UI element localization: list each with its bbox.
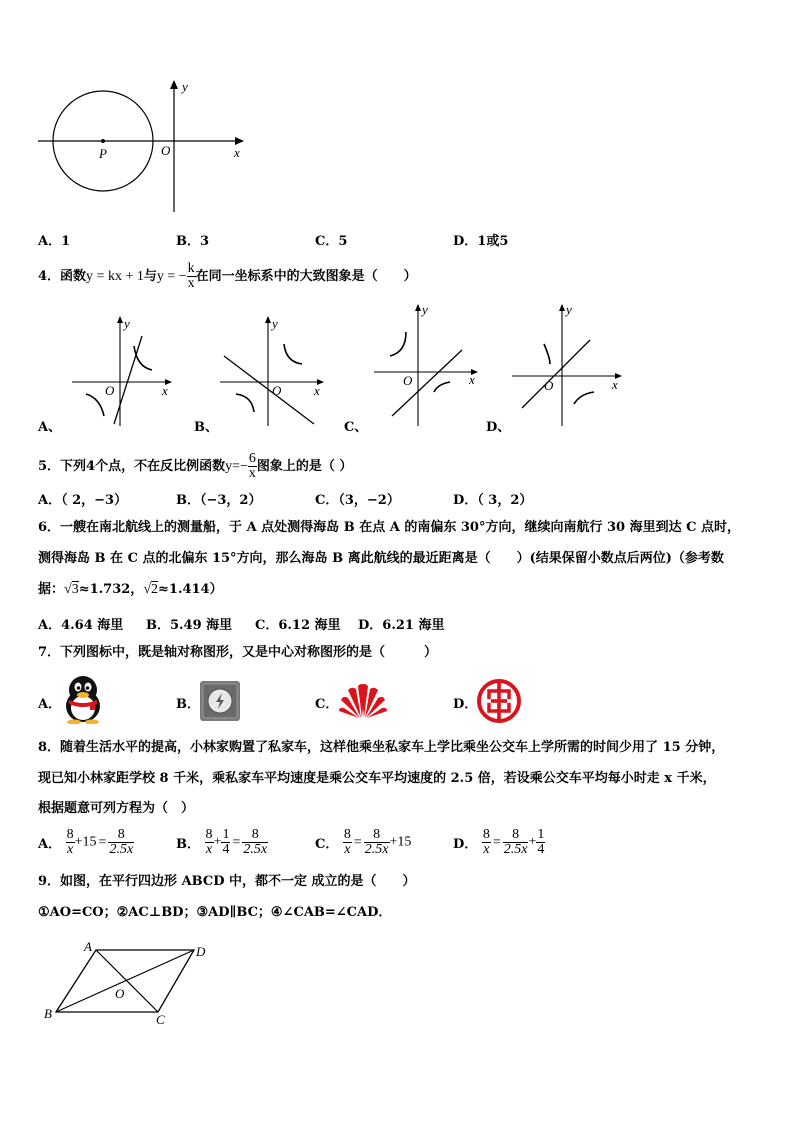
huawei-logo-icon xyxy=(338,680,388,720)
q9-parallelogram-figure xyxy=(36,936,216,1026)
q8-line-1: 8．随着生活水平的提高，小林家购置了私家车，这样他乘坐私家车上学比乘坐公交车上学所需的时间少用了 15 分钟， xyxy=(38,740,725,755)
q8-option-a-label: A． xyxy=(38,837,62,852)
q6-option-a[interactable]: A．4.64 海里 xyxy=(38,618,124,633)
q4-stem xyxy=(38,262,417,291)
frac-1-over-4: $\frac{1}{4}$ xyxy=(537,827,545,857)
q6-approx3: ≈1.732， xyxy=(78,582,144,597)
q8-option-c[interactable]: C． $\frac{8}{x}$ = $\frac{8}{2.5x}$ +15 xyxy=(315,827,412,857)
svg-text:y: y xyxy=(422,302,428,317)
q8-option-a[interactable]: A． $\frac{8}{x}$ +15 = $\frac{8}{2.5x}$ xyxy=(38,827,134,857)
q3-option-b[interactable]: B．3 xyxy=(176,234,210,249)
q6-sqrt2: 2 xyxy=(151,582,158,597)
q5-stem-suffix: 图象上的是（ ） xyxy=(256,459,353,474)
vertex-a: A xyxy=(84,939,92,954)
q3-option-c[interactable]: C．5 xyxy=(315,234,348,249)
frac-8-over-x: $\frac{8}{x}$ xyxy=(482,827,490,857)
q4-option-d[interactable]: D、 xyxy=(486,420,511,435)
center-point-p xyxy=(101,139,105,143)
q3-option-d[interactable]: D．1或5 xyxy=(453,234,509,249)
q5-option-c[interactable]: C．（3，−2） xyxy=(315,493,400,508)
q9-stem: 9．如图，在平行四边形 ABCD 中，都不一定 成立的是（ ） xyxy=(38,874,416,889)
svg-text:x: x xyxy=(162,383,168,398)
q6-option-b[interactable]: B．5.49 海里 xyxy=(146,618,233,633)
frac-8-over-x: $\frac{8}{x}$ xyxy=(66,827,74,857)
y-axis-arrow xyxy=(170,80,178,89)
label-origin: O xyxy=(161,143,171,158)
svg-text:O: O xyxy=(272,383,282,398)
q8-line-2: 现已知小林家距学校 8 千米，乘私家车平均速度是乘公交车平均速度的 2.5 倍，若设乘公交车平均每小时走 x 千米， xyxy=(38,771,716,786)
x-axis-arrow xyxy=(235,137,244,145)
svg-text:x: x xyxy=(612,377,618,392)
q6-option-d[interactable]: D．6.21 海里 xyxy=(358,618,445,633)
vertex-c: C xyxy=(156,1012,165,1026)
q6-sqrt3: 3 xyxy=(71,582,79,597)
q3-circle-figure xyxy=(36,78,248,214)
svg-text:O: O xyxy=(403,373,413,388)
q7-option-c[interactable]: C． xyxy=(315,697,339,712)
q8-line-3: 根据题意可列方程为（ ） xyxy=(38,801,195,816)
q9-statements: ①AO=CO；②AC⊥BD；③AD∥BC；④∠CAB=∠CAD． xyxy=(38,905,392,920)
q6-line-2: 测得海岛 B 在 C 点的北偏东 15°方向，那么海岛 B 离此航线的最近距离是（ ）(结果保留小数点后两位)（参考数 xyxy=(38,551,724,566)
q5-stem-prefix: 5．下列4个点，不在反比例函数 xyxy=(38,459,226,474)
qq-penguin-icon xyxy=(60,674,106,724)
q8-option-b-label: B． xyxy=(176,837,200,852)
svg-text:x: x xyxy=(469,372,475,387)
q4-graph-c xyxy=(368,300,484,430)
q4-option-b[interactable]: B、 xyxy=(194,420,218,435)
q5-func-lhs: y=− xyxy=(225,459,248,474)
sqrt-sign-2: √ xyxy=(143,582,151,597)
svg-text:y: y xyxy=(124,316,130,331)
q5-func-den: x xyxy=(248,466,256,481)
q4-graph-a xyxy=(66,312,178,430)
frac-8-over-x: $\frac{8}{x}$ xyxy=(205,827,213,857)
q4-func1: y = kx + 1 xyxy=(86,269,144,284)
svg-text:O: O xyxy=(544,378,554,393)
q7-option-a[interactable]: A． xyxy=(38,697,62,712)
q4-option-a[interactable]: A、 xyxy=(38,420,62,435)
q5-option-d[interactable]: D．（ 3，2） xyxy=(453,493,533,508)
q4-func2-num: k xyxy=(187,261,195,276)
q5-stem xyxy=(38,452,352,481)
q4-func2-lhs: y = − xyxy=(156,269,187,284)
vertex-b: B xyxy=(44,1006,52,1021)
frac-8-over-2.5x: $\frac{8}{2.5x}$ xyxy=(364,827,389,857)
q8-option-d[interactable]: D． $\frac{8}{x}$ = $\frac{8}{2.5x}$ + $\frac{1}{4}$ xyxy=(453,827,545,857)
frac-8-over-2.5x: $\frac{8}{2.5x}$ xyxy=(503,827,528,857)
q5-func-num: 6 xyxy=(248,451,256,466)
q4-func2-den: x xyxy=(187,276,195,291)
q6-line-3 xyxy=(38,582,223,598)
q8-option-d-label: D． xyxy=(453,837,478,852)
q6-line-3-prefix: 据： xyxy=(38,582,65,597)
label-y: y xyxy=(182,79,188,94)
q6-option-c[interactable]: C．6.12 海里 xyxy=(255,618,341,633)
icbc-bank-logo-icon xyxy=(476,678,522,724)
svg-text:O: O xyxy=(105,383,115,398)
q7-option-b[interactable]: B． xyxy=(176,697,200,712)
q7-stem: 7．下列图标中，既是轴对称图形，又是中心对称图形的是（ ） xyxy=(38,645,438,660)
q4-graph-b xyxy=(214,312,330,430)
q4-option-c[interactable]: C、 xyxy=(344,420,368,435)
q4-func2-fraction xyxy=(187,262,196,291)
vertex-d: D xyxy=(196,944,206,959)
svg-text:x: x xyxy=(314,383,320,398)
q5-option-b[interactable]: B．（−3，2） xyxy=(176,493,262,508)
center-o: O xyxy=(115,986,125,1001)
q4-stem-mid: 与 xyxy=(143,269,157,284)
q4-stem-suffix: 在同一坐标系中的大致图象是（ ） xyxy=(195,269,417,284)
frac-1-over-4: $\frac{1}{4}$ xyxy=(222,827,230,857)
q8-option-c-label: C． xyxy=(315,837,339,852)
diagonal-ac xyxy=(96,950,158,1012)
q4-graph-d xyxy=(508,300,628,430)
q5-func-fraction xyxy=(248,452,257,481)
sqrt-sign-3: √ xyxy=(64,582,72,597)
svg-text:y: y xyxy=(566,302,572,317)
frac-8-over-2.5x: $\frac{8}{2.5x}$ xyxy=(109,827,134,857)
svg-text:y: y xyxy=(272,316,278,331)
label-x: x xyxy=(234,145,240,160)
q5-option-a[interactable]: A．（ 2，−3） xyxy=(38,493,128,508)
label-p: P xyxy=(99,146,107,161)
frac-8-over-x: $\frac{8}{x}$ xyxy=(343,827,351,857)
power-button-icon xyxy=(199,680,241,722)
q8-option-b[interactable]: B． $\frac{8}{x}$ + $\frac{1}{4}$ = $\frac{8}{2.5x}$ xyxy=(176,827,268,857)
q6-line-1: 6．一艘在南北航线上的测量船，于 A 点处测得海岛 B 在点 A 的南偏东 30°方向，继续向南航行 30 海里到达 C 点时， xyxy=(38,520,741,535)
q4-stem-prefix: 4．函数 xyxy=(38,269,87,284)
q3-option-a[interactable]: A．1 xyxy=(38,234,71,249)
frac-8-over-2.5x: $\frac{8}{2.5x}$ xyxy=(243,827,268,857)
q6-approx2: ≈1.414） xyxy=(158,582,223,597)
q7-option-d[interactable]: D． xyxy=(453,697,478,712)
